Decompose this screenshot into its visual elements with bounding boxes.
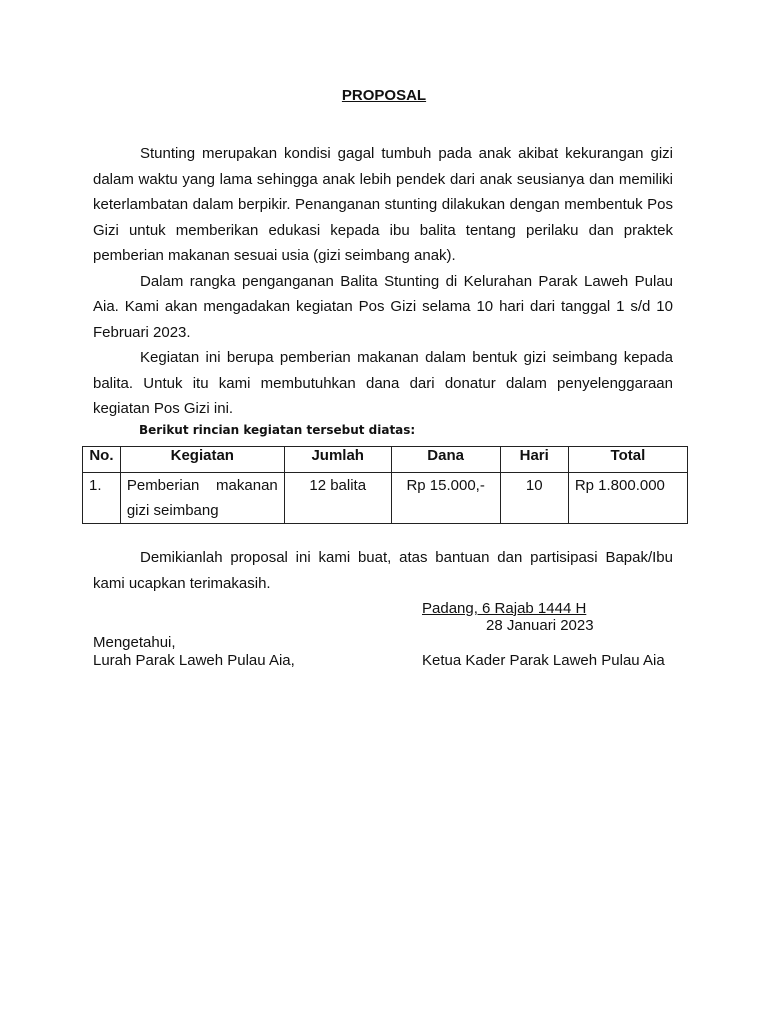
table-caption: Berikut rincian kegiatan tersebut diatas: [139,423,416,437]
left-signatory: Lurah Parak Laweh Pulau Aia, [93,652,295,669]
cell-hari: 10 [500,473,568,524]
header-dana: Dana [391,447,500,473]
signature-gregorian-date: 28 Januari 2023 [486,617,594,634]
document-title: PROPOSAL [341,87,427,104]
closing-section [93,545,673,596]
paragraph-1: Stunting merupakan kondisi gagal tumbuh pada anak akibat kekurangan gizi dalam waktu yang lama sehingga anak lebih pendek dari anak seusianya dan memiliki keterlambatan dalam berpikir. Penanganan stunting dilakukan dengan membentuk Pos Gizi untuk memberikan edukasi kepada ibu balita tentang perilaku dan praktek pemberian makanan sesuai usia (gizi seimbang anak). [93,145,673,264]
header-no: No. [83,447,121,473]
cell-no: 1. [83,473,121,524]
cell-total: Rp 1.800.000 [568,473,687,524]
paragraph-2: Dalam rangka penganganan Balita Stunting di Kelurahan Parak Laweh Pulau Aia. Kami akan mengadakan kegiatan Pos Gizi selama 10 hari dari tanggal 1 s/d 10 Februari 2023. [93,272,673,341]
activity-table [82,446,688,524]
right-signatory: Ketua Kader Parak Laweh Pulau Aia [422,652,665,669]
header-hari: Hari [500,447,568,473]
acknowledged-label: Mengetahui, [93,634,176,651]
signature-place-date: Padang, 6 Rajab 1444 H [422,600,587,617]
header-total: Total [568,447,687,473]
cell-jumlah: 12 balita [284,473,391,524]
cell-kegiatan: Pemberian makanan gizi seimbang [120,473,284,524]
table-header-row [83,447,688,473]
cell-dana: Rp 15.000,- [391,473,500,524]
closing-paragraph: Demikianlah proposal ini kami buat, atas bantuan dan partisipasi Bapak/Ibu kami ucapkan terimakasih. [93,549,673,592]
table-row [83,473,688,524]
header-jumlah: Jumlah [284,447,391,473]
paragraph-3: Kegiatan ini berupa pemberian makanan dalam bentuk gizi seimbang kepada balita. Untuk itu kami membutuhkan dana dari donatur dalam penyelenggaraan kegiatan Pos Gizi ini. [93,349,673,417]
body-paragraphs [93,141,673,422]
header-kegiatan: Kegiatan [120,447,284,473]
